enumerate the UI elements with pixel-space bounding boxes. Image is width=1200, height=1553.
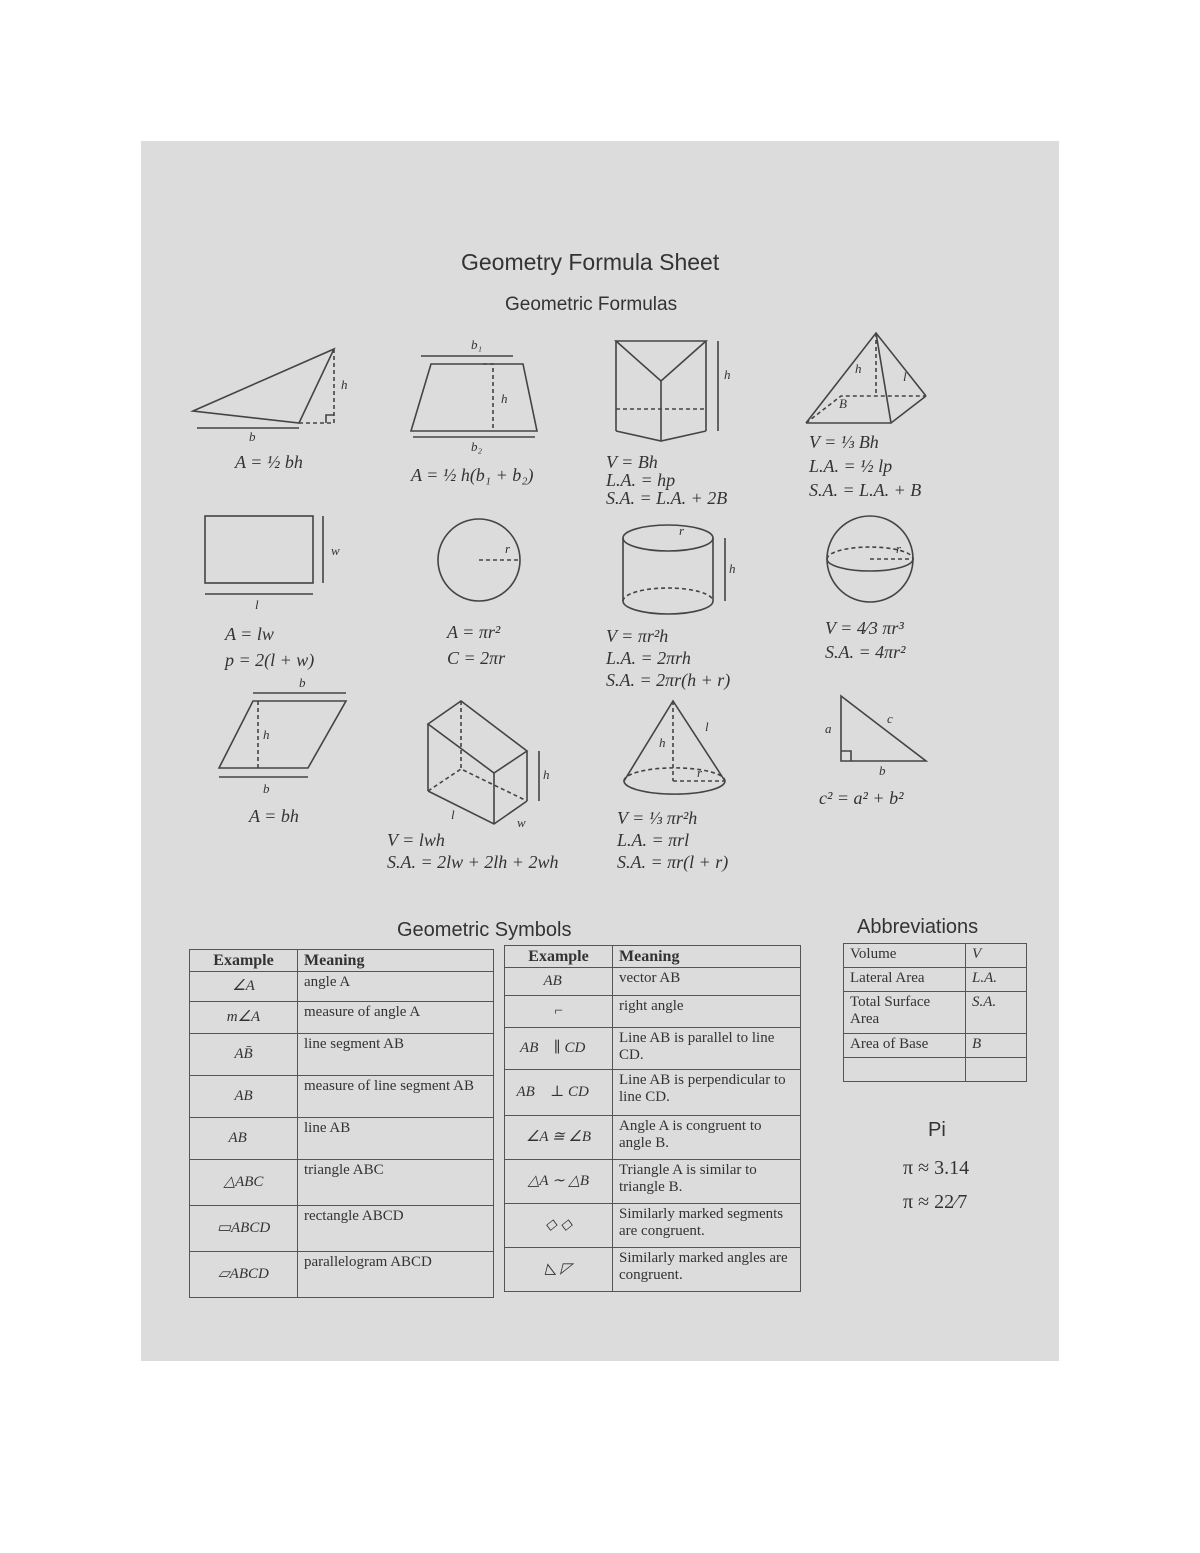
box-l-label: l bbox=[451, 807, 455, 822]
pyramid-h-label: h bbox=[855, 361, 862, 376]
symbol-example: m∠A bbox=[190, 1002, 298, 1034]
pi-fraction-approximation: π ≈ 22⁄7 bbox=[903, 1191, 968, 1213]
trapezoid-h-label: h bbox=[501, 391, 508, 406]
abbreviations-table bbox=[843, 943, 1027, 1082]
table-row bbox=[190, 1160, 494, 1206]
abbr-value: L.A. bbox=[966, 968, 1027, 992]
symbol-meaning: angle A bbox=[298, 972, 494, 1002]
symbol-meaning: measure of angle A bbox=[298, 1002, 494, 1034]
meaning-header: Meaning bbox=[298, 950, 494, 972]
cylinder-lateral-formula: L.A. = 2πrh bbox=[606, 648, 691, 668]
sphere-surface-formula: S.A. = 4πr² bbox=[825, 642, 906, 662]
page-subtitle: Geometric Formulas bbox=[505, 294, 678, 315]
symbol-example: △A ∼ △B bbox=[505, 1160, 613, 1204]
circle-area-formula: A = πr² bbox=[447, 622, 501, 642]
cone-l-label: l bbox=[705, 719, 709, 734]
abbr-name: Total Surface Area bbox=[844, 992, 966, 1034]
pyramid-lateral-formula: L.A. = ½ lp bbox=[809, 456, 893, 476]
symbol-meaning: Angle A is congruent to angle B. bbox=[613, 1116, 801, 1160]
symbol-example: ∠A ≅ ∠B bbox=[505, 1116, 613, 1160]
symbol-example: △ABC bbox=[190, 1160, 298, 1206]
table-header-row bbox=[190, 950, 494, 972]
triangle-b-label: b bbox=[249, 429, 256, 444]
table-row bbox=[190, 1252, 494, 1298]
prism-h-label: h bbox=[724, 367, 731, 382]
formula-sheet bbox=[141, 141, 1059, 1361]
symbol-example: ▱ABCD bbox=[190, 1252, 298, 1298]
symbol-meaning: right angle bbox=[613, 996, 801, 1028]
symbols-table-left bbox=[189, 949, 494, 1298]
pyramid-surface-formula: S.A. = L.A. + B bbox=[809, 480, 922, 500]
symbol-meaning: vector AB bbox=[613, 968, 801, 996]
table-row bbox=[505, 1248, 801, 1292]
triangle-formula: A = ½ bh bbox=[235, 452, 303, 472]
symbol-meaning: measure of line segment AB bbox=[298, 1076, 494, 1118]
cone-h-label: h bbox=[659, 735, 666, 750]
parallelogram-h-label: h bbox=[263, 727, 270, 742]
abbr-name: Lateral Area bbox=[844, 968, 966, 992]
rectangle-area-formula: A = lw bbox=[225, 624, 274, 644]
symbol-meaning: Similarly marked angles are congruent. bbox=[613, 1248, 801, 1292]
symbol-example: ◇ ◇ bbox=[505, 1204, 613, 1248]
pythagorean-formula: c² = a² + b² bbox=[819, 788, 904, 808]
trapezoid-b1-label: b₁ bbox=[471, 337, 483, 352]
right-triangle-b-label: b bbox=[879, 763, 886, 778]
table-row bbox=[844, 992, 1027, 1034]
symbol-meaning: Line AB is parallel to line CD. bbox=[613, 1028, 801, 1070]
right-triangle-a-label: a bbox=[825, 721, 832, 736]
symbol-example: ∠A bbox=[190, 972, 298, 1002]
symbol-example: AB⃗ bbox=[505, 968, 613, 996]
table-row bbox=[505, 1204, 801, 1248]
symbol-meaning: triangle ABC bbox=[298, 1160, 494, 1206]
symbol-meaning: Line AB is perpendicular to line CD. bbox=[613, 1070, 801, 1116]
cylinder-volume-formula: V = πr²h bbox=[606, 626, 669, 646]
symbol-example: ▭ABCD bbox=[190, 1206, 298, 1252]
triangle-h-label: h bbox=[341, 377, 348, 392]
sphere-volume-formula: V = 4⁄3 πr³ bbox=[825, 618, 904, 638]
circle-r-label: r bbox=[505, 541, 511, 556]
cone-r-label: r bbox=[697, 765, 703, 780]
circle-circumference-formula: C = 2πr bbox=[447, 648, 506, 668]
parallelogram-formula: A = bh bbox=[249, 806, 299, 826]
box-surface-formula: S.A. = 2lw + 2lh + 2wh bbox=[387, 852, 559, 872]
page-title: Geometry Formula Sheet bbox=[461, 249, 720, 275]
symbol-example: AB⃡ ∥ CD⃡ bbox=[505, 1028, 613, 1070]
table-row bbox=[190, 1076, 494, 1118]
cone-volume-formula: V = ⅓ πr²h bbox=[617, 808, 698, 828]
table-row bbox=[190, 1002, 494, 1034]
symbol-example: ⌐ bbox=[505, 996, 613, 1028]
abbr-name bbox=[844, 1058, 966, 1082]
table-row bbox=[844, 1034, 1027, 1058]
table-row bbox=[505, 996, 801, 1028]
pi-heading: Pi bbox=[928, 1119, 946, 1141]
symbols-table-right bbox=[504, 945, 801, 1292]
prism-lateral-formula: L.A. = hp bbox=[606, 470, 676, 490]
symbol-example: AB⃡ bbox=[190, 1118, 298, 1160]
cylinder-r-label: r bbox=[679, 523, 685, 538]
right-triangle-c-label: c bbox=[887, 711, 893, 726]
prism-volume-formula: V = Bh bbox=[606, 452, 658, 472]
pyramid-b-label: B bbox=[839, 396, 847, 411]
cone-lateral-formula: L.A. = πrl bbox=[617, 830, 690, 850]
pi-decimal-approximation: π ≈ 3.14 bbox=[903, 1157, 970, 1179]
symbol-meaning: line segment AB bbox=[298, 1034, 494, 1076]
abbr-name: Area of Base bbox=[844, 1034, 966, 1058]
rectangle-w-label: w bbox=[331, 543, 340, 558]
symbols-heading: Geometric Symbols bbox=[397, 919, 572, 941]
symbol-meaning: line AB bbox=[298, 1118, 494, 1160]
pyramid-volume-formula: V = ⅓ Bh bbox=[809, 432, 879, 452]
symbol-example: ◺ ◸ bbox=[505, 1248, 613, 1292]
table-row bbox=[505, 1028, 801, 1070]
parallelogram-b-bottom-label: b bbox=[263, 781, 270, 796]
symbol-meaning: rectangle ABCD bbox=[298, 1206, 494, 1252]
example-header: Example bbox=[505, 946, 613, 968]
box-h-label: h bbox=[543, 767, 550, 782]
abbr-name: Volume bbox=[844, 944, 966, 968]
table-row bbox=[505, 1116, 801, 1160]
parallelogram-b-top-label: b bbox=[299, 675, 306, 690]
abbr-value bbox=[966, 1058, 1027, 1082]
symbol-meaning: parallelogram ABCD bbox=[298, 1252, 494, 1298]
sphere-r-label: r bbox=[896, 541, 902, 556]
table-row bbox=[190, 972, 494, 1002]
symbol-meaning: Triangle A is similar to triangle B. bbox=[613, 1160, 801, 1204]
cylinder-h-label: h bbox=[729, 561, 736, 576]
abbr-value: S.A. bbox=[966, 992, 1027, 1034]
abbr-value: B bbox=[966, 1034, 1027, 1058]
trapezoid-b2-label: b₂ bbox=[471, 439, 483, 454]
trapezoid-formula: A = ½ h(b₁ + b₂) bbox=[411, 465, 534, 485]
box-volume-formula: V = lwh bbox=[387, 830, 445, 850]
table-header-row bbox=[505, 946, 801, 968]
table-row bbox=[190, 1206, 494, 1252]
symbol-meaning: Similarly marked segments are congruent. bbox=[613, 1204, 801, 1248]
abbreviations-heading: Abbreviations bbox=[857, 916, 979, 938]
symbol-example: AB̄ bbox=[190, 1034, 298, 1076]
pyramid-l-label: l bbox=[903, 369, 907, 384]
table-row bbox=[844, 944, 1027, 968]
cone-surface-formula: S.A. = πr(l + r) bbox=[617, 852, 729, 872]
rectangle-perimeter-formula: p = 2(l + w) bbox=[225, 650, 315, 670]
table-row bbox=[505, 1070, 801, 1116]
table-row bbox=[505, 968, 801, 996]
rectangle-l-label: l bbox=[255, 597, 259, 612]
cylinder-surface-formula: S.A. = 2πr(h + r) bbox=[606, 670, 731, 690]
example-header: Example bbox=[190, 950, 298, 972]
table-row bbox=[844, 968, 1027, 992]
table-row bbox=[505, 1160, 801, 1204]
box-w-label: w bbox=[517, 815, 526, 830]
table-row bbox=[844, 1058, 1027, 1082]
table-row bbox=[190, 1034, 494, 1076]
symbol-example: AB bbox=[190, 1076, 298, 1118]
meaning-header: Meaning bbox=[613, 946, 801, 968]
abbr-value: V bbox=[966, 944, 1027, 968]
symbol-example: AB⃡ ⊥ CD⃡ bbox=[505, 1070, 613, 1116]
prism-surface-formula: S.A. = L.A. + 2B bbox=[606, 488, 728, 508]
table-row bbox=[190, 1118, 494, 1160]
